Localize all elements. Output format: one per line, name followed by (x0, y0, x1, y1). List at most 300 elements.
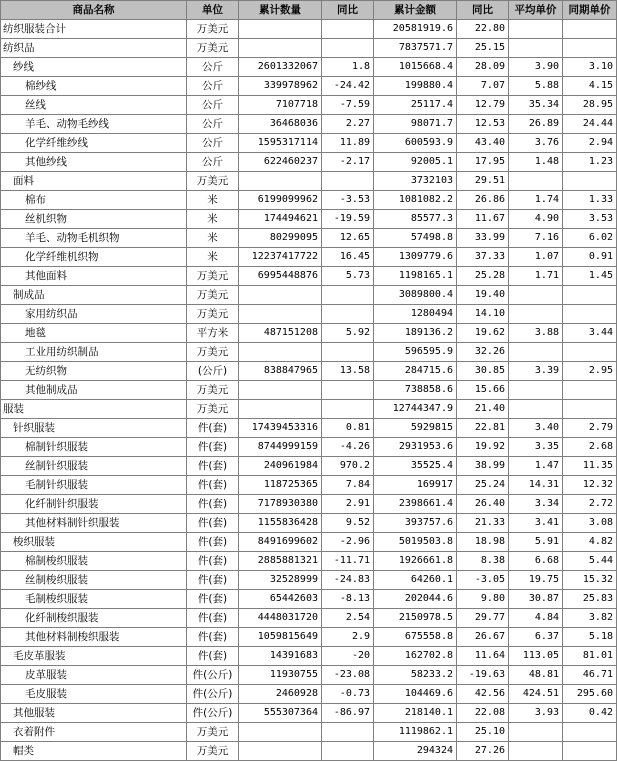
cell-unit: 件(套) (187, 495, 239, 514)
cell-quantity-yoy: 11.89 (322, 134, 374, 153)
cell-unit: 件(套) (187, 609, 239, 628)
cell-prior-period-unit-price: 2.79 (563, 419, 617, 438)
table-row (1, 305, 617, 324)
cell-cumulative-amount: 189136.2 (374, 324, 457, 343)
cell-amount-yoy: 19.92 (457, 438, 509, 457)
cell-quantity-yoy: 2.9 (322, 628, 374, 647)
cell-prior-period-unit-price: 295.60 (563, 685, 617, 704)
cell-cumulative-amount: 35525.4 (374, 457, 457, 476)
cell-cumulative-quantity (239, 305, 322, 324)
cell-prior-period-unit-price: 3.53 (563, 210, 617, 229)
cell-cumulative-quantity: 622460237 (239, 153, 322, 172)
table-row (1, 609, 617, 628)
cell-product-name: 毛制梭织服装 (1, 590, 187, 609)
cell-amount-yoy: 21.40 (457, 400, 509, 419)
cell-average-unit-price: 3.34 (509, 495, 563, 514)
cell-product-name: 棉纱线 (1, 77, 187, 96)
cell-average-unit-price (509, 172, 563, 191)
cell-unit: 件(套) (187, 419, 239, 438)
cell-unit: 件(套) (187, 552, 239, 571)
cell-amount-yoy: 25.15 (457, 39, 509, 58)
cell-cumulative-quantity: 487151208 (239, 324, 322, 343)
cell-unit: 万美元 (187, 343, 239, 362)
cell-amount-yoy: 22.08 (457, 704, 509, 723)
cell-product-name: 化学纤维机织物 (1, 248, 187, 267)
cell-cumulative-amount: 1119862.1 (374, 723, 457, 742)
cell-quantity-yoy: -4.26 (322, 438, 374, 457)
cell-average-unit-price: 6.68 (509, 552, 563, 571)
cell-prior-period-unit-price: 12.32 (563, 476, 617, 495)
cell-average-unit-price (509, 343, 563, 362)
cell-prior-period-unit-price: 3.44 (563, 324, 617, 343)
cell-amount-yoy: 19.40 (457, 286, 509, 305)
cell-cumulative-quantity (239, 381, 322, 400)
cell-cumulative-amount: 169917 (374, 476, 457, 495)
cell-product-name: 面料 (1, 172, 187, 191)
cell-unit: 公斤 (187, 77, 239, 96)
cell-average-unit-price: 7.16 (509, 229, 563, 248)
cell-prior-period-unit-price: 0.42 (563, 704, 617, 723)
cell-cumulative-quantity: 339978962 (239, 77, 322, 96)
cell-cumulative-quantity: 6199099962 (239, 191, 322, 210)
cell-cumulative-amount: 12744347.9 (374, 400, 457, 419)
cell-quantity-yoy: 9.52 (322, 514, 374, 533)
cell-amount-yoy: 17.95 (457, 153, 509, 172)
table-row (1, 96, 617, 115)
cell-amount-yoy: 27.26 (457, 742, 509, 761)
cell-prior-period-unit-price (563, 343, 617, 362)
cell-prior-period-unit-price: 5.44 (563, 552, 617, 571)
cell-average-unit-price (509, 723, 563, 742)
cell-cumulative-quantity: 32528999 (239, 571, 322, 590)
table-row (1, 77, 617, 96)
cell-quantity-yoy: 5.92 (322, 324, 374, 343)
table-row (1, 704, 617, 723)
cell-product-name: 工业用纺织制品 (1, 343, 187, 362)
cell-prior-period-unit-price (563, 723, 617, 742)
cell-average-unit-price: 3.93 (509, 704, 563, 723)
table-row (1, 381, 617, 400)
cell-average-unit-price: 113.05 (509, 647, 563, 666)
cell-cumulative-quantity: 36468036 (239, 115, 322, 134)
cell-product-name: 皮革服装 (1, 666, 187, 685)
table-row (1, 495, 617, 514)
cell-cumulative-amount: 7837571.7 (374, 39, 457, 58)
cell-quantity-yoy (322, 20, 374, 39)
cell-quantity-yoy: -23.08 (322, 666, 374, 685)
cell-average-unit-price: 3.41 (509, 514, 563, 533)
cell-quantity-yoy (322, 742, 374, 761)
cell-quantity-yoy: -24.83 (322, 571, 374, 590)
table-row (1, 362, 617, 381)
cell-prior-period-unit-price: 6.02 (563, 229, 617, 248)
table-row (1, 39, 617, 58)
cell-prior-period-unit-price: 2.72 (563, 495, 617, 514)
cell-prior-period-unit-price: 3.08 (563, 514, 617, 533)
cell-prior-period-unit-price (563, 305, 617, 324)
cell-cumulative-amount: 1280494 (374, 305, 457, 324)
table-row (1, 685, 617, 704)
cell-amount-yoy: 14.10 (457, 305, 509, 324)
cell-prior-period-unit-price: 2.68 (563, 438, 617, 457)
cell-prior-period-unit-price: 15.32 (563, 571, 617, 590)
cell-product-name: 羊毛、动物毛纱线 (1, 115, 187, 134)
header-row (1, 1, 617, 20)
cell-average-unit-price: 3.40 (509, 419, 563, 438)
cell-cumulative-quantity: 1155836428 (239, 514, 322, 533)
cell-average-unit-price: 1.71 (509, 267, 563, 286)
cell-cumulative-quantity (239, 723, 322, 742)
cell-prior-period-unit-price: 2.95 (563, 362, 617, 381)
cell-cumulative-amount: 104469.6 (374, 685, 457, 704)
cell-cumulative-amount: 57498.8 (374, 229, 457, 248)
table-row (1, 210, 617, 229)
cell-product-name: 化学纤维纱线 (1, 134, 187, 153)
cell-product-name: 梭织服装 (1, 533, 187, 552)
cell-unit: 公斤 (187, 96, 239, 115)
cell-product-name: 无纺织物 (1, 362, 187, 381)
table-row (1, 324, 617, 343)
cell-prior-period-unit-price: 11.35 (563, 457, 617, 476)
cell-prior-period-unit-price: 1.33 (563, 191, 617, 210)
cell-amount-yoy: 42.56 (457, 685, 509, 704)
cell-quantity-yoy: -24.42 (322, 77, 374, 96)
cell-product-name: 其他材料制梭织服装 (1, 628, 187, 647)
cell-cumulative-amount: 92005.1 (374, 153, 457, 172)
cell-prior-period-unit-price: 4.82 (563, 533, 617, 552)
cell-average-unit-price: 3.35 (509, 438, 563, 457)
header-unit: 单位 (187, 1, 239, 20)
cell-unit: 件(套) (187, 476, 239, 495)
cell-cumulative-quantity (239, 172, 322, 191)
cell-average-unit-price: 3.90 (509, 58, 563, 77)
cell-cumulative-amount: 2150978.5 (374, 609, 457, 628)
cell-unit: 公斤 (187, 115, 239, 134)
cell-cumulative-quantity: 2601332067 (239, 58, 322, 77)
cell-cumulative-quantity: 838847965 (239, 362, 322, 381)
cell-prior-period-unit-price (563, 20, 617, 39)
cell-quantity-yoy: 1.8 (322, 58, 374, 77)
cell-product-name: 制成品 (1, 286, 187, 305)
cell-product-name: 棉布 (1, 191, 187, 210)
cell-cumulative-quantity: 80299095 (239, 229, 322, 248)
cell-unit: 万美元 (187, 39, 239, 58)
cell-unit: 万美元 (187, 305, 239, 324)
cell-cumulative-amount: 199880.4 (374, 77, 457, 96)
cell-unit: 万美元 (187, 742, 239, 761)
cell-unit: 件(套) (187, 533, 239, 552)
cell-cumulative-amount: 58233.2 (374, 666, 457, 685)
cell-quantity-yoy: 2.91 (322, 495, 374, 514)
table-row (1, 229, 617, 248)
cell-cumulative-amount: 1309779.6 (374, 248, 457, 267)
cell-amount-yoy: -3.05 (457, 571, 509, 590)
cell-average-unit-price: 26.89 (509, 115, 563, 134)
cell-product-name: 其他材料制针织服装 (1, 514, 187, 533)
cell-amount-yoy: 29.77 (457, 609, 509, 628)
cell-average-unit-price: 19.75 (509, 571, 563, 590)
cell-unit: 公斤 (187, 153, 239, 172)
cell-amount-yoy: 9.80 (457, 590, 509, 609)
cell-amount-yoy: 28.09 (457, 58, 509, 77)
header-product-name: 商品名称 (1, 1, 187, 20)
cell-cumulative-quantity: 7178930380 (239, 495, 322, 514)
cell-quantity-yoy (322, 39, 374, 58)
cell-amount-yoy: 37.33 (457, 248, 509, 267)
cell-prior-period-unit-price: 2.94 (563, 134, 617, 153)
cell-prior-period-unit-price: 24.44 (563, 115, 617, 134)
cell-prior-period-unit-price: 28.95 (563, 96, 617, 115)
table-row (1, 590, 617, 609)
cell-unit: 米 (187, 229, 239, 248)
cell-cumulative-amount: 202044.6 (374, 590, 457, 609)
cell-average-unit-price (509, 286, 563, 305)
cell-quantity-yoy (322, 400, 374, 419)
cell-average-unit-price: 30.87 (509, 590, 563, 609)
cell-average-unit-price (509, 20, 563, 39)
cell-amount-yoy: 43.40 (457, 134, 509, 153)
cell-average-unit-price (509, 742, 563, 761)
cell-product-name: 纱线 (1, 58, 187, 77)
cell-amount-yoy: 32.26 (457, 343, 509, 362)
cell-cumulative-quantity: 1595317114 (239, 134, 322, 153)
table-row (1, 248, 617, 267)
cell-cumulative-quantity: 118725365 (239, 476, 322, 495)
cell-prior-period-unit-price: 1.23 (563, 153, 617, 172)
cell-average-unit-price: 424.51 (509, 685, 563, 704)
cell-product-name: 丝制针织服装 (1, 457, 187, 476)
cell-amount-yoy: 38.99 (457, 457, 509, 476)
table-row (1, 476, 617, 495)
cell-product-name: 其他制成品 (1, 381, 187, 400)
cell-amount-yoy: 15.66 (457, 381, 509, 400)
cell-average-unit-price (509, 305, 563, 324)
cell-cumulative-quantity (239, 286, 322, 305)
cell-quantity-yoy: 5.73 (322, 267, 374, 286)
cell-amount-yoy: 11.67 (457, 210, 509, 229)
cell-cumulative-quantity (239, 20, 322, 39)
table-row (1, 457, 617, 476)
cell-prior-period-unit-price: 5.18 (563, 628, 617, 647)
cell-cumulative-amount: 596595.9 (374, 343, 457, 362)
cell-prior-period-unit-price: 0.91 (563, 248, 617, 267)
cell-unit: 件(套) (187, 514, 239, 533)
cell-average-unit-price (509, 400, 563, 419)
cell-average-unit-price: 5.88 (509, 77, 563, 96)
cell-unit: 万美元 (187, 172, 239, 191)
cell-unit: 公斤 (187, 58, 239, 77)
cell-amount-yoy: 12.53 (457, 115, 509, 134)
cell-product-name: 丝线 (1, 96, 187, 115)
cell-quantity-yoy (322, 305, 374, 324)
cell-quantity-yoy: -20 (322, 647, 374, 666)
cell-cumulative-amount: 2398661.4 (374, 495, 457, 514)
header-quantity-yoy: 同比 (322, 1, 374, 20)
cell-unit: 件(套) (187, 571, 239, 590)
cell-quantity-yoy: -2.96 (322, 533, 374, 552)
cell-prior-period-unit-price (563, 286, 617, 305)
cell-cumulative-amount: 1198165.1 (374, 267, 457, 286)
cell-unit: 米 (187, 248, 239, 267)
cell-cumulative-amount: 294324 (374, 742, 457, 761)
cell-cumulative-amount: 738858.6 (374, 381, 457, 400)
cell-amount-yoy: 22.81 (457, 419, 509, 438)
table-row (1, 533, 617, 552)
cell-amount-yoy: 21.33 (457, 514, 509, 533)
table-row (1, 400, 617, 419)
table-row (1, 134, 617, 153)
cell-unit: 米 (187, 191, 239, 210)
cell-product-name: 其他服装 (1, 704, 187, 723)
cell-cumulative-amount: 64260.1 (374, 571, 457, 590)
header-amount-yoy: 同比 (457, 1, 509, 20)
cell-average-unit-price (509, 381, 563, 400)
cell-cumulative-amount: 3089800.4 (374, 286, 457, 305)
cell-amount-yoy: 19.62 (457, 324, 509, 343)
table-row (1, 343, 617, 362)
cell-unit: 公斤 (187, 134, 239, 153)
cell-product-name: 针织服装 (1, 419, 187, 438)
cell-average-unit-price: 35.34 (509, 96, 563, 115)
cell-average-unit-price: 1.07 (509, 248, 563, 267)
table-row (1, 742, 617, 761)
cell-product-name: 纺织品 (1, 39, 187, 58)
table-row (1, 153, 617, 172)
cell-cumulative-quantity: 555307364 (239, 704, 322, 723)
cell-unit: 件(公斤) (187, 666, 239, 685)
cell-cumulative-quantity: 4448031720 (239, 609, 322, 628)
cell-cumulative-quantity: 240961984 (239, 457, 322, 476)
cell-prior-period-unit-price: 3.10 (563, 58, 617, 77)
cell-quantity-yoy: 12.65 (322, 229, 374, 248)
cell-amount-yoy: 30.85 (457, 362, 509, 381)
cell-quantity-yoy (322, 286, 374, 305)
cell-prior-period-unit-price (563, 172, 617, 191)
table-row (1, 267, 617, 286)
cell-amount-yoy: 12.79 (457, 96, 509, 115)
cell-average-unit-price: 1.48 (509, 153, 563, 172)
cell-product-name: 丝制梭织服装 (1, 571, 187, 590)
cell-amount-yoy: 11.64 (457, 647, 509, 666)
cell-quantity-yoy: -11.71 (322, 552, 374, 571)
cell-unit: 件(套) (187, 590, 239, 609)
cell-average-unit-price: 1.47 (509, 457, 563, 476)
cell-quantity-yoy: -8.13 (322, 590, 374, 609)
cell-quantity-yoy: 970.2 (322, 457, 374, 476)
cell-prior-period-unit-price: 3.82 (563, 609, 617, 628)
cell-prior-period-unit-price (563, 400, 617, 419)
cell-cumulative-amount: 98071.7 (374, 115, 457, 134)
cell-cumulative-quantity: 8744999159 (239, 438, 322, 457)
table-row (1, 628, 617, 647)
header-prior-period-unit-price: 同期单价 (563, 1, 617, 20)
cell-amount-yoy: -19.63 (457, 666, 509, 685)
cell-unit: 万美元 (187, 286, 239, 305)
cell-average-unit-price: 3.76 (509, 134, 563, 153)
table-row (1, 286, 617, 305)
cell-amount-yoy: 18.98 (457, 533, 509, 552)
cell-quantity-yoy: 13.58 (322, 362, 374, 381)
cell-quantity-yoy: 7.84 (322, 476, 374, 495)
cell-average-unit-price (509, 39, 563, 58)
cell-product-name: 其他纱线 (1, 153, 187, 172)
table-row (1, 514, 617, 533)
cell-amount-yoy: 33.99 (457, 229, 509, 248)
cell-average-unit-price: 48.81 (509, 666, 563, 685)
cell-unit: 件(公斤) (187, 685, 239, 704)
table-row (1, 723, 617, 742)
cell-cumulative-quantity: 6995448876 (239, 267, 322, 286)
cell-product-name: 衣着附件 (1, 723, 187, 742)
table-row (1, 571, 617, 590)
cell-cumulative-amount: 284715.6 (374, 362, 457, 381)
cell-cumulative-amount: 675558.8 (374, 628, 457, 647)
cell-unit: (公斤) (187, 362, 239, 381)
cell-average-unit-price: 14.31 (509, 476, 563, 495)
cell-unit: 件(套) (187, 628, 239, 647)
cell-product-name: 帽类 (1, 742, 187, 761)
table-row (1, 552, 617, 571)
cell-cumulative-amount: 2931953.6 (374, 438, 457, 457)
table-row (1, 20, 617, 39)
cell-cumulative-quantity: 7107718 (239, 96, 322, 115)
cell-cumulative-amount: 20581919.6 (374, 20, 457, 39)
cell-cumulative-amount: 1015668.4 (374, 58, 457, 77)
cell-cumulative-quantity: 65442603 (239, 590, 322, 609)
cell-unit: 万美元 (187, 381, 239, 400)
cell-amount-yoy: 26.67 (457, 628, 509, 647)
cell-cumulative-quantity: 2885881321 (239, 552, 322, 571)
cell-product-name: 羊毛、动物毛机织物 (1, 229, 187, 248)
cell-cumulative-quantity: 12237417722 (239, 248, 322, 267)
cell-cumulative-quantity: 17439453316 (239, 419, 322, 438)
cell-quantity-yoy: 2.27 (322, 115, 374, 134)
cell-unit: 米 (187, 210, 239, 229)
cell-quantity-yoy: -86.97 (322, 704, 374, 723)
cell-cumulative-amount: 600593.9 (374, 134, 457, 153)
cell-unit: 万美元 (187, 723, 239, 742)
cell-quantity-yoy: -19.59 (322, 210, 374, 229)
cell-product-name: 家用纺织品 (1, 305, 187, 324)
cell-amount-yoy: 22.80 (457, 20, 509, 39)
cell-average-unit-price: 3.39 (509, 362, 563, 381)
cell-cumulative-amount: 25117.4 (374, 96, 457, 115)
cell-quantity-yoy: -0.73 (322, 685, 374, 704)
header-cumulative-quantity: 累计数量 (239, 1, 322, 20)
cell-amount-yoy: 29.51 (457, 172, 509, 191)
table-row (1, 191, 617, 210)
cell-cumulative-amount: 218140.1 (374, 704, 457, 723)
cell-cumulative-amount: 85577.3 (374, 210, 457, 229)
cell-amount-yoy: 26.40 (457, 495, 509, 514)
table-row (1, 115, 617, 134)
cell-prior-period-unit-price (563, 39, 617, 58)
table-row (1, 172, 617, 191)
cell-amount-yoy: 25.24 (457, 476, 509, 495)
table-row (1, 438, 617, 457)
table-row (1, 419, 617, 438)
cell-quantity-yoy: 16.45 (322, 248, 374, 267)
cell-product-name: 纺织服装合计 (1, 20, 187, 39)
cell-product-name: 化纤制梭织服装 (1, 609, 187, 628)
cell-cumulative-quantity (239, 742, 322, 761)
cell-product-name: 其他面料 (1, 267, 187, 286)
cell-amount-yoy: 26.86 (457, 191, 509, 210)
cell-prior-period-unit-price (563, 381, 617, 400)
cell-cumulative-amount: 1081082.2 (374, 191, 457, 210)
cell-cumulative-quantity: 8491699602 (239, 533, 322, 552)
cell-prior-period-unit-price: 81.01 (563, 647, 617, 666)
